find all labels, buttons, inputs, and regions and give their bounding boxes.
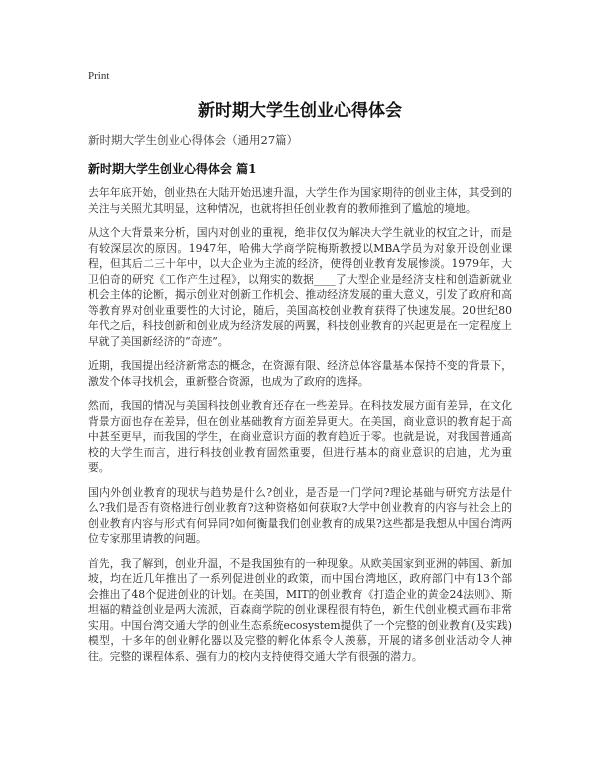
paragraph-2: 从这个大背景来分析，国内对创业的重视，绝非仅仅为解决大学生就业的权宜之计，而是有较深层次的原因。1947年，哈佛大学商学院梅斯教授以MBA学员为对象开设创业课程，但其后二三十年中，以大企业为主流的经济，使得创业教育发展惨淡。1979年，大卫伯奇的研究《工作产生过程》，以翔实的数据____了大型企业是经济支柱和创造新就业机会主体的论断，揭示创业对创新工作机会、推动经济发展的重大意义，引发了政府和高等教育界对创业重要性的大讨论，随后，美国高校创业教育获得了快速发展。20世纪80年代之后，科技创新和创业成为经济发展的两翼，科技创业教育的兴起更是在一定程度上早就了美国新经济的“奇迹”。 [88, 226, 512, 348]
page-title: 新时期大学生创业心得体会 [198, 101, 402, 121]
paragraph-4: 然而，我国的情况与美国科技创业教育还存在一些差异。在科技发展方面有差异，在文化背景方面也存在差异，但在创业基础教育方面差异更大。在美国，商业意识的教育起于高中甚至更早，而我国的学生，在商业意识方面的教育趋近于零。也就是说，对我国普通高校的大学生而言，进行科技创业教育固然重要，但进行基本的商业意识的启迪，尤为重要。 [88, 399, 512, 474]
document-body [88, 185, 512, 673]
print-label[interactable]: Print [88, 70, 110, 82]
document-subtitle: 新时期大学生创业心得体会（通用27篇） [88, 133, 299, 147]
paragraph-1: 去年年底开始，创业热在大陆开始迅速升温，大学生作为国家期待的创业主体，其受到的关注与关照尤其明显，这种情况，也就将担任创业教育的教师推到了尴尬的境地。 [88, 186, 512, 215]
section-heading: 新时期大学生创业心得体会 篇1 [88, 162, 257, 176]
paragraph-6: 首先，我了解到，创业升温，不是我国独有的一种现象。从欧美国家到亚洲的韩国、新加坡，均在近几年推出了一系列促进创业的政策，而中国台湾地区，政府部门中有13个部会推出了48个促进创业的计划。在美国，MIT的创业教育《打造企业的黄金24法则》、斯坦福的精益创业是两大流派，百森商学院的创业课程很有特色，新生代创业模式画布非常实用。中国台湾交通大学的创业生态系统ecosystem提供了一个完整的创业教育(及实践)模型，十多年的创业孵化器以及完整的孵化体系令人羡慕，开展的诸多创业活动令人神往。完整的课程体系、强有力的校内支持使得交通大学有很强的潜力。 [88, 556, 512, 663]
paragraph-5: 国内外创业教育的现状与趋势是什么?创业，是否是一门学问?理论基础与研究方法是什么?我们是否有资格进行创业教育?这种资格如何获取?大学中创业教育的内容与社会上的创业教育内容与形式有何异同?如何衡量我们创业教育的成果?这些都是我想从中国台湾两位专家那里请教的问题。 [88, 485, 512, 545]
paragraph-3: 近期，我国提出经济新常态的概念，在资源有限、经济总体容量基本保持不变的背景下，激发个体寻找机会，重新整合资源，也成为了政府的选择。 [88, 359, 512, 388]
